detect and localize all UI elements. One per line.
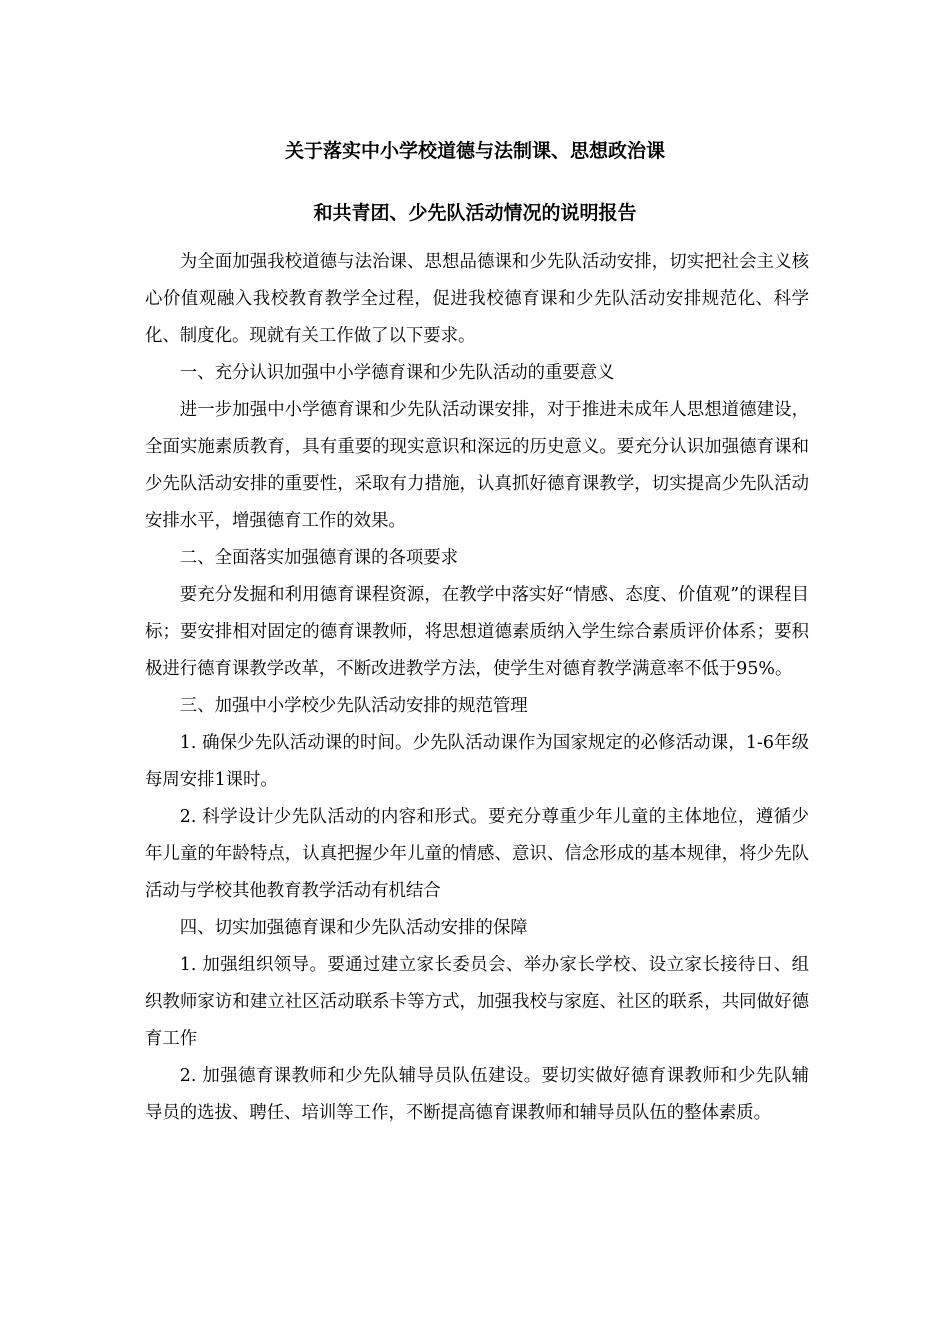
section-4-item-2: 2. 加强德育课教师和少先队辅导员队伍建设。要切实做好德育课教师和少先队辅导员的选拔、聘任、培训等工作，不断提高德育课教师和辅导员队伍的整体素质。 bbox=[145, 1066, 809, 1123]
section-heading-3: 三、加强中小学校少先队活动安排的规范管理 bbox=[179, 696, 528, 716]
section-4-item-1: 1. 加强组织领导。要通过建立家长委员会、举办家长学校、设立家长接待日、组织教师家访和建立社区活动联系卡等方式，加强我校与家庭、社区的联系，共同做好德育工作 bbox=[145, 955, 809, 1049]
report-body bbox=[145, 244, 809, 1132]
section-2-paragraph: 要充分发掘和利用德育课程资源，在教学中落实好“情感、态度、价值观”的课程目标；要安排相对固定的德育课教师，将思想道德素质纳入学生综合素质评价体系；要积极进行德育课教学改革，不断改进教学方法，使学生对德育教学满意率不低于95%。 bbox=[145, 585, 809, 679]
intro-paragraph: 为全面加强我校道德与法治课、思想品德课和少先队活动安排，切实把社会主义核心价值观融入我校教育教学全过程，促进我校德育课和少先队活动安排规范化、科学化、制度化。现就有关工作做了以下要求。 bbox=[145, 252, 809, 346]
section-heading-1: 一、充分认识加强中小学德育课和少先队活动的重要意义 bbox=[179, 363, 615, 383]
report-title-line-2: 和共青团、少先队活动情况的说明报告 bbox=[313, 202, 637, 224]
section-heading-2: 二、全面落实加强德育课的各项要求 bbox=[179, 548, 459, 568]
section-3-item-1: 1. 确保少先队活动课的时间。少先队活动课作为国家规定的必修活动课，1-6年级每周安排1课时。 bbox=[145, 733, 809, 790]
section-1-paragraph: 进一步加强中小学德育课和少先队活动课安排，对于推进未成年人思想道德建设，全面实施素质教育，具有重要的现实意识和深远的历史意义。要充分认识加强德育课和少先队活动安排的重要性，采取有力措施，认真抓好德育课教学，切实提高少先队活动安排水平，增强德育工作的效果。 bbox=[145, 400, 809, 531]
section-heading-4: 四、切实加强德育课和少先队活动安排的保障 bbox=[179, 918, 528, 938]
report-title-line-1: 关于落实中小学校道德与法制课、思想政治课 bbox=[284, 140, 665, 162]
section-3-item-2: 2. 科学设计少先队活动的内容和形式。要充分尊重少年儿童的主体地位，遵循少年儿童的年龄特点，认真把握少年儿童的情感、意识、信念形成的基本规律，将少先队活动与学校其他教育教学活动有机结合 bbox=[145, 807, 809, 901]
